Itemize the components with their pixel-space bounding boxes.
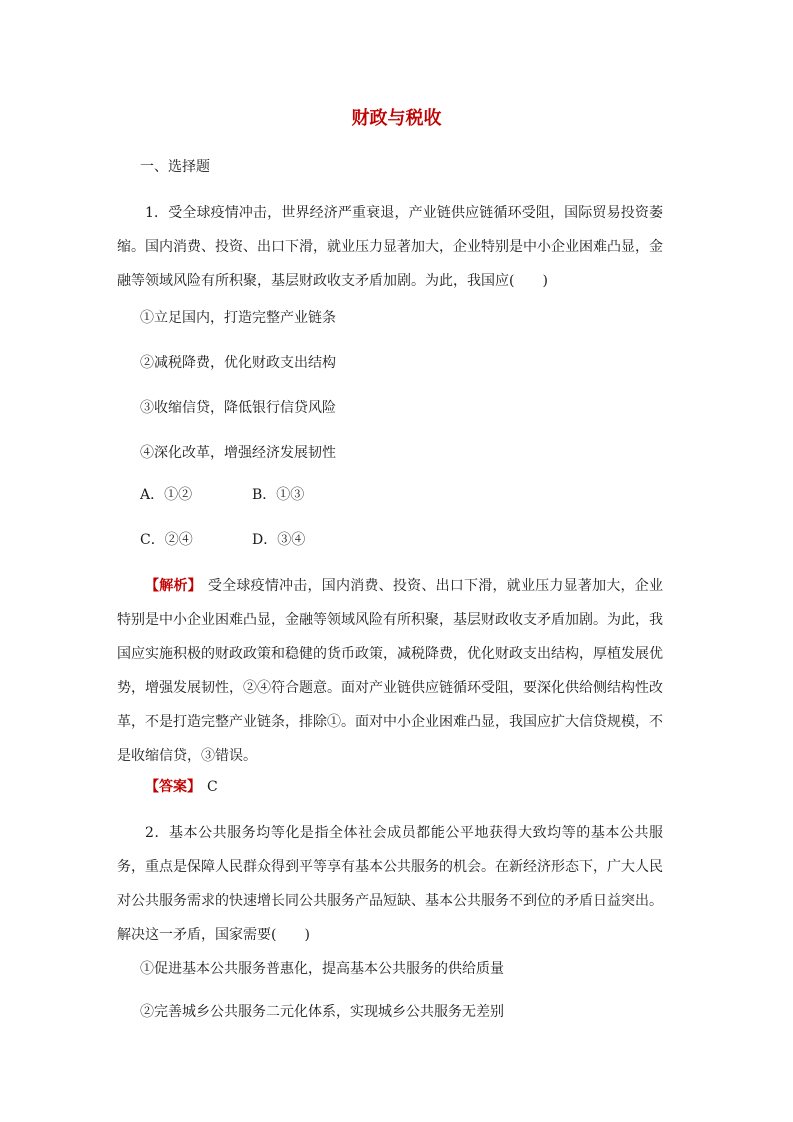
question-1-answer (117, 770, 663, 804)
question-1-choice-d: D．③④ (252, 532, 306, 548)
section-heading: 一、选择题 (140, 159, 210, 175)
question-1-choice-a: A．①② (140, 487, 193, 503)
question-2-statement-2: ②完善城乡公共服务二元化体系，实现城乡公共服务无差别 (140, 1004, 504, 1020)
question-1-choice-b: B．①③ (252, 487, 305, 503)
analysis-text: 受全球疫情冲击，国内消费、投资、出口下滑，就业压力显著加大，企业特别是中小企业困难凸显，金融等领域风险有所积聚，基层财政收支矛盾加剧。为此，我国应实施积极的财政政策和稳健的货币政策，减税降费，优化财政支出结构，厚植发展优势，增强发展韧性，②④符合题意。面对产业链供应链循环受阻，要深化供给侧结构性改革，不是打造完整产业链条，排除①。面对中小企业困难凸显，我国应扩大信贷规模，不是收缩信贷，③错误。 (117, 578, 664, 764)
answer-value: C (207, 779, 218, 795)
analysis-label: 【解析】 (145, 578, 202, 594)
question-1-statement-4: ④深化改革，增强经济发展韧性 (140, 445, 336, 461)
question-1-analysis (117, 569, 663, 773)
answer-label: 【答案】 (145, 779, 201, 795)
question-2-stem: 2．基本公共服务均等化是指全体社会成员都能公平地获得大致均等的基本公共服务，重点是保障人民群众得到平等享有基本公共服务的机会。在新经济形态下，广大人民对公共服务需求的快速增长同公共服务产品短缺、基本公共服务不到位的矛盾日益突出。解决这一矛盾，国家需要( ) (117, 825, 663, 943)
question-1-choice-c: C．②④ (140, 532, 193, 548)
document-title: 财政与税收 (351, 108, 442, 129)
question-1-statement-2: ②减税降费，优化财政支出结构 (140, 355, 336, 371)
question-1-stem: 1．受全球疫情冲击，世界经济严重衰退，产业链供应链循环受阻，国际贸易投资萎缩。国内消费、投资、出口下滑，就业压力显著加大，企业特别是中小企业困难凸显，金融等领域风险有所积聚，基层财政收支矛盾加剧。为此，我国应( ) (117, 205, 663, 289)
question-2-statement-1: ①促进基本公共服务普惠化，提高基本公共服务的供给质量 (140, 961, 504, 977)
question-1-statement-1: ①立足国内，打造完整产业链条 (140, 310, 336, 326)
question-1-statement-3: ③收缩信贷，降低银行信贷风险 (140, 400, 336, 416)
